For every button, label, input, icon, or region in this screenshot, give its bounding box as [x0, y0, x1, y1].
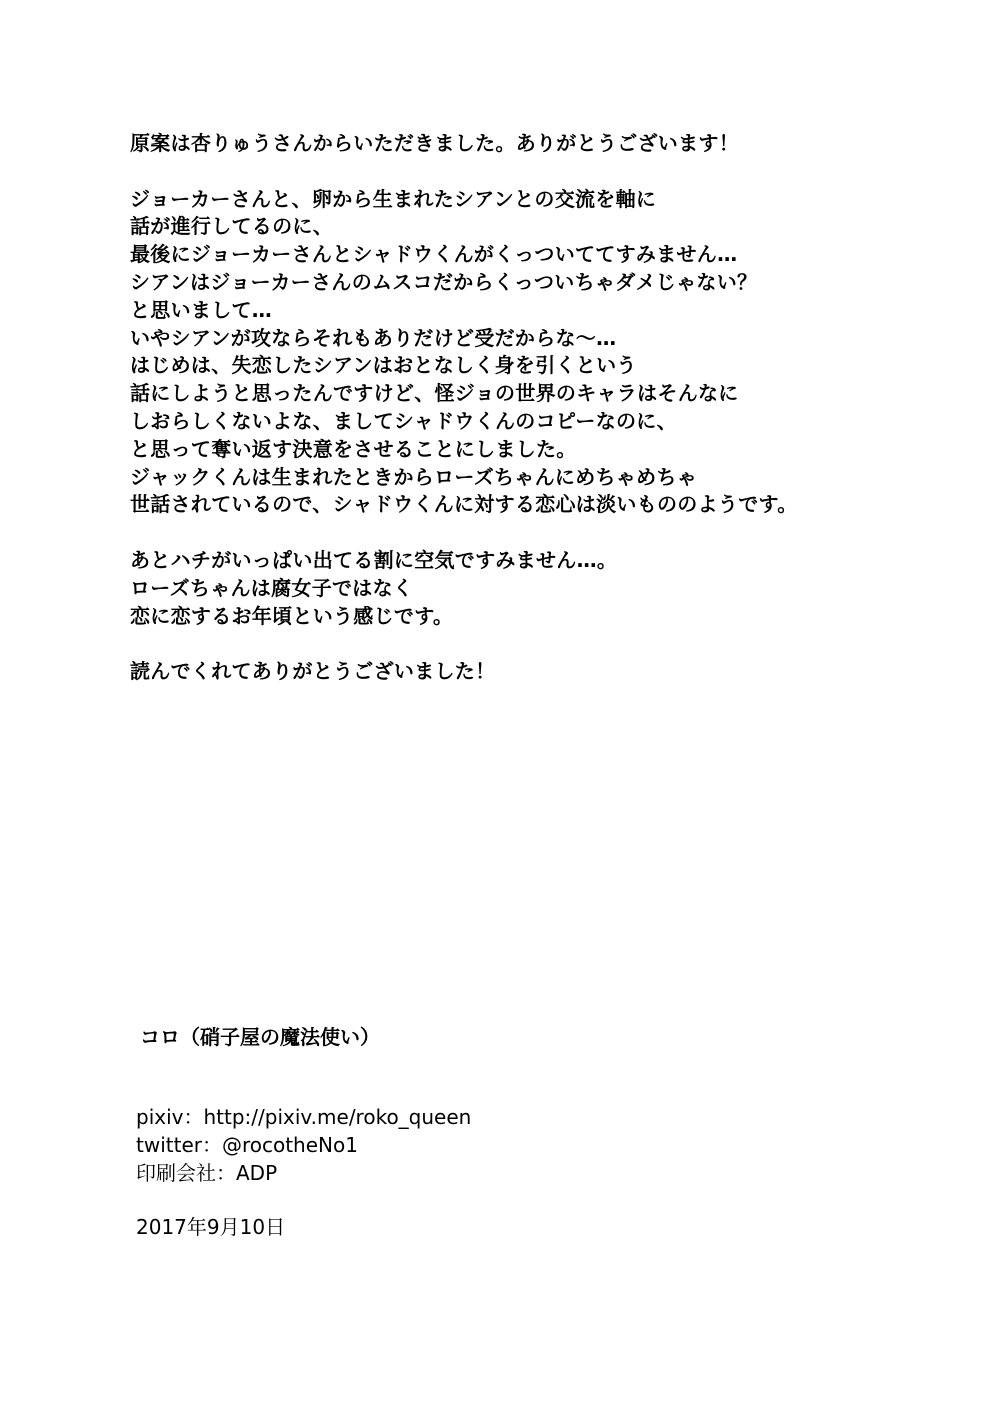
printer-name: 印刷会社：ADP — [136, 1161, 278, 1185]
afterword-line: 最後にジョーカーさんとシャドウくんがくっついててすみません… — [130, 242, 738, 267]
credits — [136, 1103, 471, 1187]
afterword-line: はじめは、失恋したシアンはおとなしく身を引くという — [130, 353, 637, 378]
afterword-paragraph-3 — [130, 547, 930, 630]
afterword-paragraph-1 — [130, 130, 930, 158]
afterword-line: いやシアンが攻ならそれもありだけど受だからな～… — [130, 325, 617, 350]
colophon — [136, 1023, 896, 1051]
afterword-line: あとハチがいっぱい出てる割に空気ですみません…。 — [130, 547, 618, 572]
afterword-line: 原案は杏りゅうさんからいただきました。ありがとうございます！ — [130, 131, 739, 155]
afterword-line: 話が進行してるのに、 — [130, 214, 333, 239]
afterword-paragraph-2 — [130, 186, 930, 520]
afterword-line: 話にしようと思ったんですけど、怪ジョの世界のキャラはそんなに — [130, 381, 739, 406]
paragraph-gap — [130, 519, 930, 547]
paragraph-gap — [130, 630, 930, 658]
afterword-line: 恋に恋するお年頃という感じです。 — [130, 603, 454, 628]
twitter-handle: twitter：@rocotheNo1 — [136, 1133, 358, 1157]
afterword-line: シアンはジョーカーさんのムスコだからくっついちゃダメじゃない？ — [130, 269, 758, 294]
afterword-paragraph-4 — [130, 658, 930, 686]
circle-name: コロ（硝子屋の魔法使い） — [140, 1025, 380, 1049]
afterword-line: と思って奪い返す決意をさせることにしました。 — [130, 436, 577, 461]
afterword-line: ジョーカーさんと、卵から生まれたシアンとの交流を軸に — [130, 186, 657, 211]
pixiv-link: pixiv：http://pixiv.me/roko_queen — [136, 1105, 472, 1129]
afterword-line: ジャックくんは生まれたときからローズちゃんにめちゃめちゃ — [130, 464, 697, 489]
afterword-text — [130, 130, 930, 686]
afterword-line: と思いまして… — [130, 297, 273, 322]
publication-date: 2017年9月10日 — [136, 1215, 286, 1239]
afterword-line: ローズちゃんは腐女子ではなく — [130, 575, 414, 600]
afterword-line: しおらしくないよな、ましてシャドウくんのコピーなのに、 — [130, 408, 677, 433]
afterword-line: 読んでくれてありがとうございました！ — [130, 659, 496, 684]
afterword-line: 世話されているので、シャドウくんに対する恋心は淡いもののようです。 — [130, 492, 798, 517]
paragraph-gap — [130, 158, 930, 186]
